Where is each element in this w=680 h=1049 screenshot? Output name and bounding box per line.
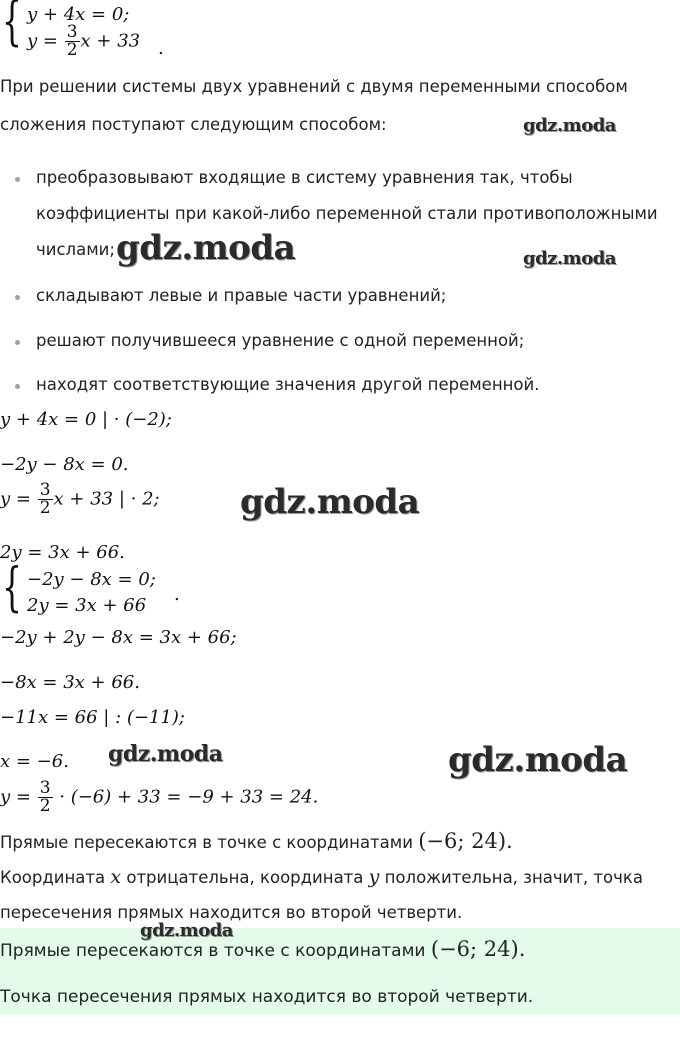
bullet-dot [15,384,20,389]
conclusion-a: Координата [0,868,111,887]
var-x: x [110,866,122,888]
system1-eq2 [27,24,140,59]
watermark: gdz.moda [108,741,223,767]
step-7: −11x = 66 | : (−11); [0,707,185,728]
bullet-4: находят соответствующие значения другой переменной. [36,375,540,394]
bullet-1-line-3: числами; [36,240,115,259]
conclusion-text: Прямые пересекаются в точке с координатами [0,833,419,852]
bullet-3: решают получившееся уравнение с одной переменной; [36,331,525,350]
system2-eq1: −2y − 8x = 0; [27,569,156,590]
system2-eq2: 2y = 3x + 66 [27,595,147,616]
conclusion-line-3: пересечения прямых находится во второй четверти. [0,903,463,922]
system2-trail: . [174,584,180,605]
system1-eq2-left: y = [27,30,64,52]
step-9-left: y = [0,786,37,808]
system1-eq1 [27,4,129,25]
fraction-den: 2 [39,498,51,518]
fraction-num: 3 [66,22,78,42]
bullet-dot [15,340,20,345]
step-6: −8x = 3x + 66. [0,672,140,693]
answer-text: Прямые пересекаются в точке с координатами [0,941,431,961]
step-9 [0,780,318,815]
bullet-1-line-2: коэффициенты при какой-либо переменной стали противоположными [36,204,658,223]
conclusion-c: положительна, значит, точка [379,868,643,887]
answer-line-1 [0,937,525,961]
answer-line-2: Точка пересечения прямых находится во второй четверти. [0,987,534,1007]
conclusion-math: (−6; 24). [418,829,513,853]
fraction [38,780,53,815]
fraction [38,482,53,517]
intro-line-2: сложения поступают следующим способом: [0,115,387,134]
conclusion-line-1 [0,829,513,853]
watermark: gdz.moda [448,740,628,780]
system1-eq1-text: y + 4x = 0; [27,4,130,25]
answer-math: (−6; 24). [430,937,526,961]
step-3-left: y = [0,488,37,510]
bullet-dot [15,177,20,182]
bullet-dot [15,295,20,300]
intro-line-1: При решении системы двух уравнений с двумя переменными способом [0,77,628,96]
system1-eq2-right: x + 33 [80,30,141,52]
var-y: y [368,866,380,888]
step-5: −2y + 2y − 8x = 3x + 66; [0,627,237,648]
fraction-num: 3 [39,480,51,500]
watermark: gdz.moda [116,228,296,268]
bullet-2: складывают левые и правые части уравнений; [36,286,447,305]
system-brace-1: { [2,0,22,52]
bullet-1-line-1: преобразовывают входящие в систему уравнения так, чтобы [36,168,573,187]
step-2: −2y − 8x = 0. [0,454,129,475]
fraction [65,24,80,59]
step-1: y + 4x = 0 | · (−2); [0,409,172,430]
conclusion-b: отрицательна, координата [121,868,369,887]
fraction-num: 3 [39,778,51,798]
system-brace-2: { [2,558,22,618]
step-3 [0,482,160,517]
watermark: gdz.moda [523,115,616,136]
fraction-den: 2 [39,796,51,816]
fraction-den: 2 [66,40,78,60]
conclusion-line-2 [0,866,643,888]
system1-trail: . [158,38,164,59]
step-4: 2y = 3x + 66. [0,542,125,563]
step-8: x = −6. [0,751,69,772]
watermark: gdz.moda [240,482,420,522]
step-9-right: · (−6) + 33 = −9 + 33 = 24. [53,786,319,808]
step-3-right: x + 33 | · 2; [53,488,160,510]
watermark: gdz.moda [140,920,233,941]
watermark: gdz.moda [523,248,616,269]
answer-block [0,928,680,1014]
